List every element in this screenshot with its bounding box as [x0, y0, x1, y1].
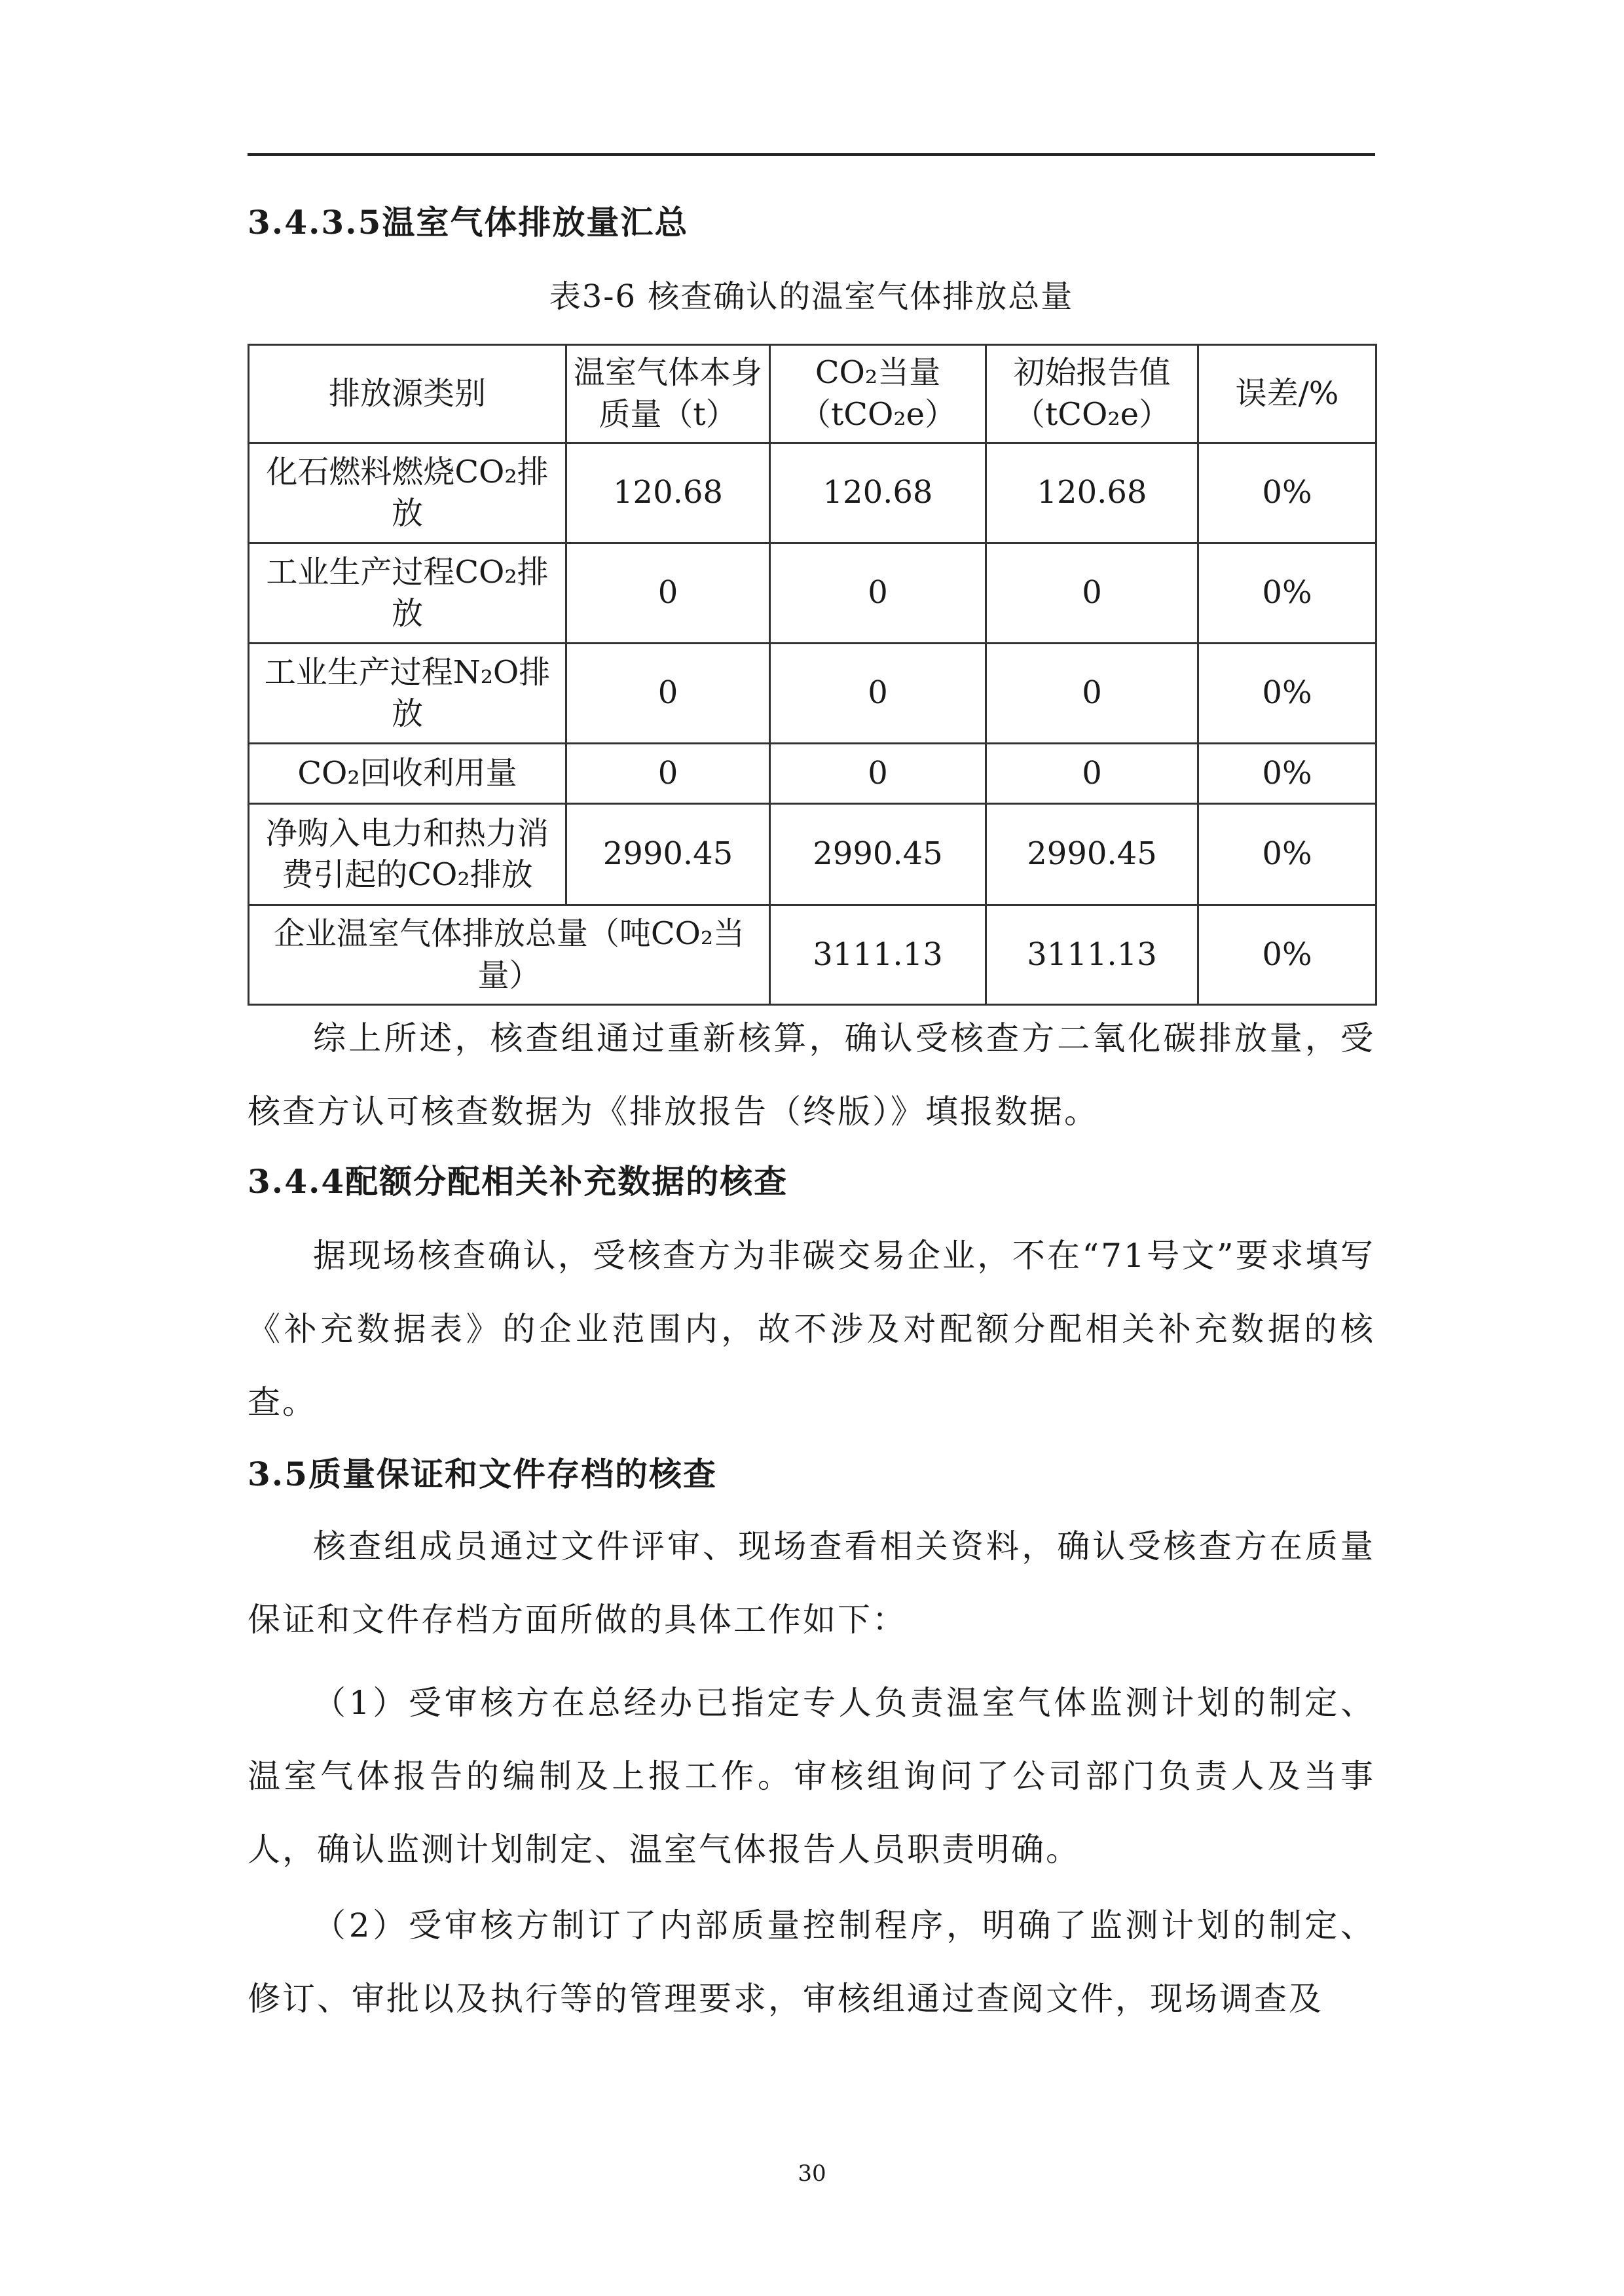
cell-category: 工业生产过程N₂O排放: [249, 644, 566, 744]
table-row: [249, 443, 1376, 543]
section-3-4-4-body: 据现场核查确认，受核查方为非碳交易企业，不在“71号文”要求填写《补充数据表》的企业范围内，故不涉及对配额分配相关补充数据的核查。: [248, 1237, 1375, 1421]
summary-paragraph: 综上所述，核查组通过重新核算，确认受核查方二氧化碳排放量，受核查方认可核查数据为《排放报告（终版）》填报数据。: [248, 1019, 1375, 1131]
cell-mass: 2990.45: [566, 804, 770, 905]
cell-mass: 0: [566, 543, 770, 644]
cell-error: 0%: [1198, 443, 1376, 543]
cell-category: 工业生产过程CO₂排放: [249, 543, 566, 644]
section-3-5-item-2: （2）受审核方制订了内部质量控制程序，明确了监测计划的制定、修订、审批以及执行等的管理要求，审核组通过查阅文件，现场调查及: [248, 1906, 1375, 2018]
cell-category: 净购入电力和热力消费引起的CO₂排放: [249, 804, 566, 905]
cell-co2e: 0: [770, 543, 986, 644]
cell-initial: 120.68: [986, 443, 1198, 543]
table-row: [249, 543, 1376, 644]
cell-initial: 0: [986, 744, 1198, 804]
cell-co2e: 0: [770, 744, 986, 804]
cell-error: 0%: [1198, 543, 1376, 644]
cell-mass: 0: [566, 644, 770, 744]
cell-error: 0%: [1198, 804, 1376, 905]
header-rule: [248, 153, 1375, 156]
header-mass: 温室气体本身质量（t）: [566, 345, 770, 443]
cell-total-initial: 3111.13: [986, 905, 1198, 1005]
table-caption: 表3-6 核查确认的温室气体排放总量: [549, 278, 1074, 315]
table-row: [249, 744, 1376, 804]
cell-mass: 120.68: [566, 443, 770, 543]
section-3-5-intro: 核查组成员通过文件评审、现场查看相关资料，确认受核查方在质量保证和文件存档方面所做的具体工作如下：: [248, 1527, 1375, 1639]
section-3-5-item-1: （1）受审核方在总经办已指定专人负责温室气体监测计划的制定、温室气体报告的编制及上报工作。审核组询问了公司部门负责人及当事人，确认监测计划制定、温室气体报告人员职责明确。: [248, 1684, 1375, 1868]
section-heading-3-4-4: 3.4.4配额分配相关补充数据的核查: [248, 1162, 788, 1201]
cell-error: 0%: [1198, 744, 1376, 804]
cell-initial: 2990.45: [986, 804, 1198, 905]
page-number: 30: [798, 2160, 826, 2187]
cell-category: CO₂回收利用量: [249, 744, 566, 804]
header-co2e: CO₂当量（tCO₂e）: [770, 345, 986, 443]
cell-initial: 0: [986, 644, 1198, 744]
cell-category: 化石燃料燃烧CO₂排放: [249, 443, 566, 543]
header-category: 排放源类别: [249, 345, 566, 443]
cell-total-label: 企业温室气体排放总量（吨CO₂当量）: [249, 905, 770, 1005]
table-row: [249, 804, 1376, 905]
section-heading-3-5: 3.5质量保证和文件存档的核查: [248, 1455, 717, 1493]
table-total-row: [249, 905, 1376, 1005]
cell-mass: 0: [566, 744, 770, 804]
cell-co2e: 0: [770, 644, 986, 744]
header-error: 误差/%: [1198, 345, 1376, 443]
section-heading-3-4-3-5: 3.4.3.5温室气体排放量汇总: [248, 203, 689, 242]
table-row: [249, 644, 1376, 744]
cell-error: 0%: [1198, 644, 1376, 744]
emissions-table: [248, 344, 1377, 1006]
cell-total-error: 0%: [1198, 905, 1376, 1005]
cell-initial: 0: [986, 543, 1198, 644]
table-header-row: [249, 345, 1376, 443]
header-initial: 初始报告值（tCO₂e）: [986, 345, 1198, 443]
cell-co2e: 2990.45: [770, 804, 986, 905]
cell-co2e: 120.68: [770, 443, 986, 543]
cell-total-co2e: 3111.13: [770, 905, 986, 1005]
